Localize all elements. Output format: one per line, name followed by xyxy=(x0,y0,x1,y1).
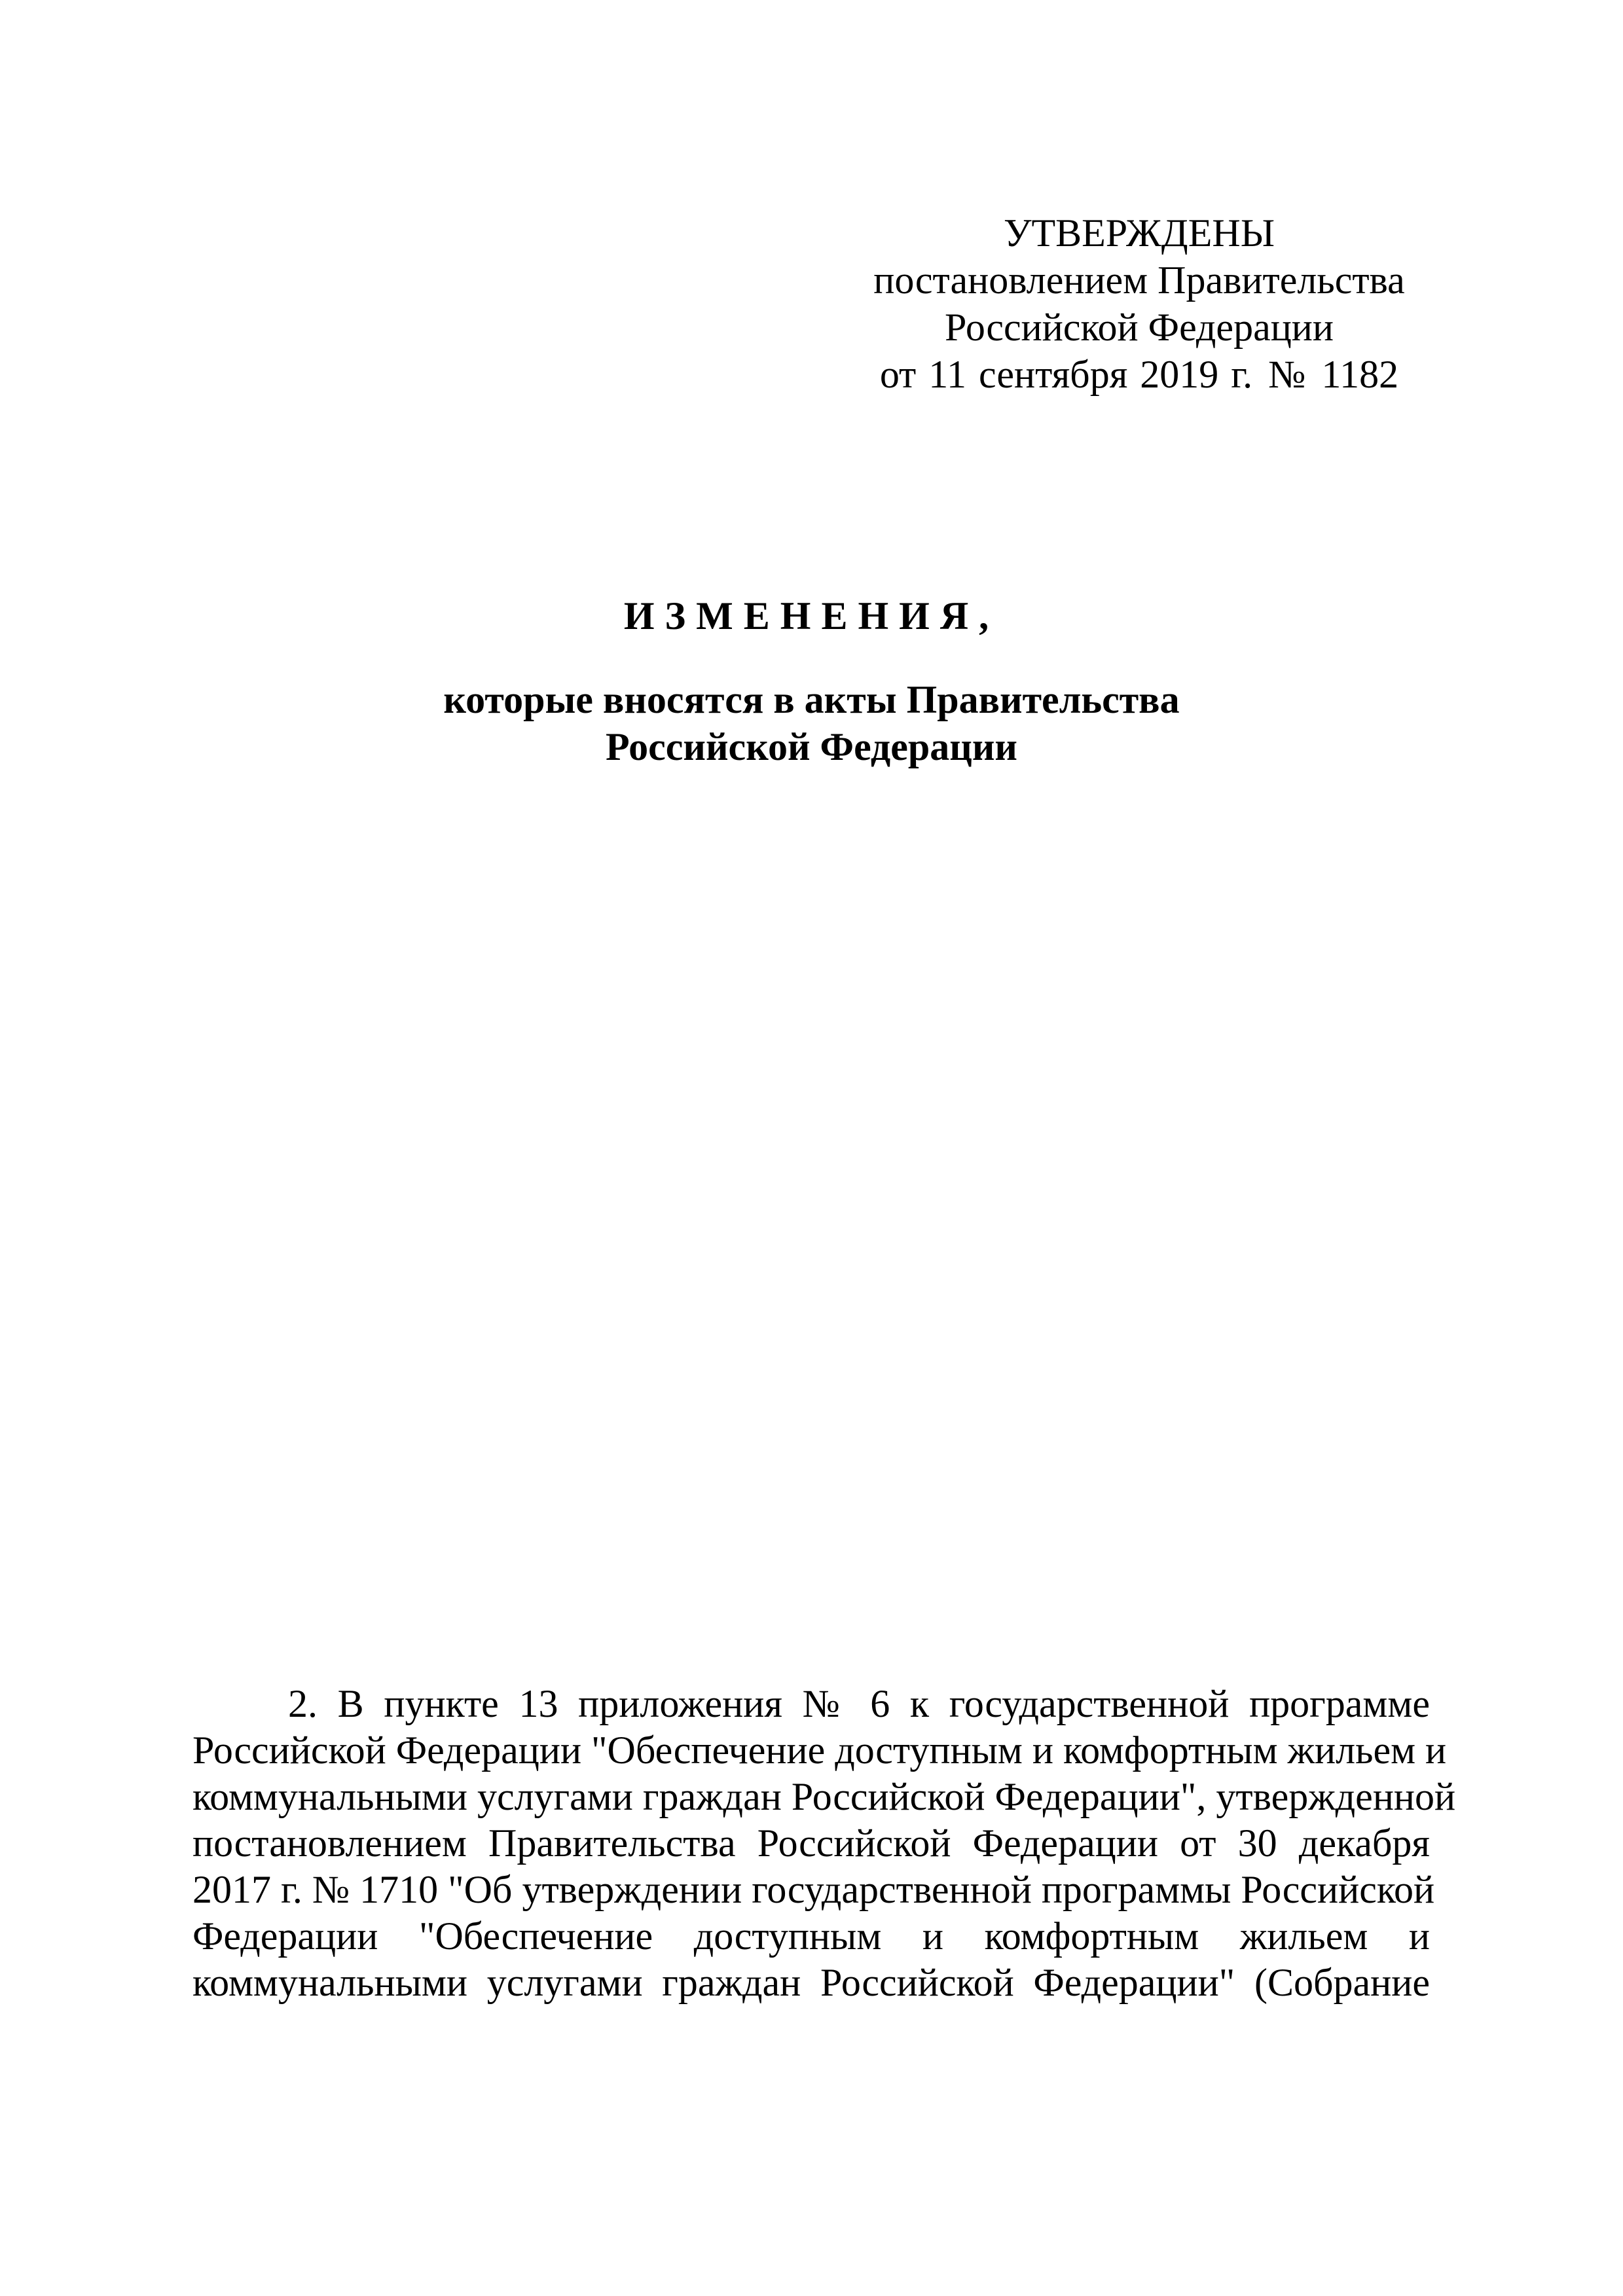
body-line: коммунальными услугами граждан Российской Федерации", утвержденной xyxy=(192,1775,1456,1818)
body-paragraph xyxy=(192,1681,1456,2006)
approval-line-1: постановлением Правительства xyxy=(873,259,1405,302)
number-sign: № xyxy=(1268,353,1306,396)
body-line: коммунальными услугами граждан Российской Федерации" (Собрание xyxy=(192,1961,1430,2004)
approval-number: 1182 xyxy=(1321,353,1399,396)
body-line: 2. В пункте 13 приложения № 6 к государственной программе xyxy=(288,1682,1430,1725)
approval-line-2: Российской Федерации xyxy=(944,306,1334,349)
body-line: 2017 г. № 1710 "Об утверждении государственной программы Российской xyxy=(192,1868,1435,1911)
approval-date-number xyxy=(845,351,1434,398)
body-line: Федерации "Обеспечение доступным и комфортным жильем и xyxy=(192,1914,1430,1958)
document-subtitle xyxy=(0,676,1623,770)
body-line: постановлением Правительства Российской Федерации от 30 декабря xyxy=(192,1821,1430,1865)
subtitle-line-2: Российской Федерации xyxy=(606,725,1017,768)
approval-date: от 11 сентября 2019 г. xyxy=(879,353,1253,396)
approval-block xyxy=(845,209,1434,398)
approval-title: УТВЕРЖДЕНЫ xyxy=(1003,211,1275,255)
subtitle-line-1: которые вносятся в акты Правительства xyxy=(443,678,1180,721)
document-heading: ИЗМЕНЕНИЯ, xyxy=(623,594,1000,637)
body-line: Российской Федерации "Обеспечение доступным и комфортным жильем и xyxy=(192,1729,1447,1772)
document-title xyxy=(0,592,1623,770)
